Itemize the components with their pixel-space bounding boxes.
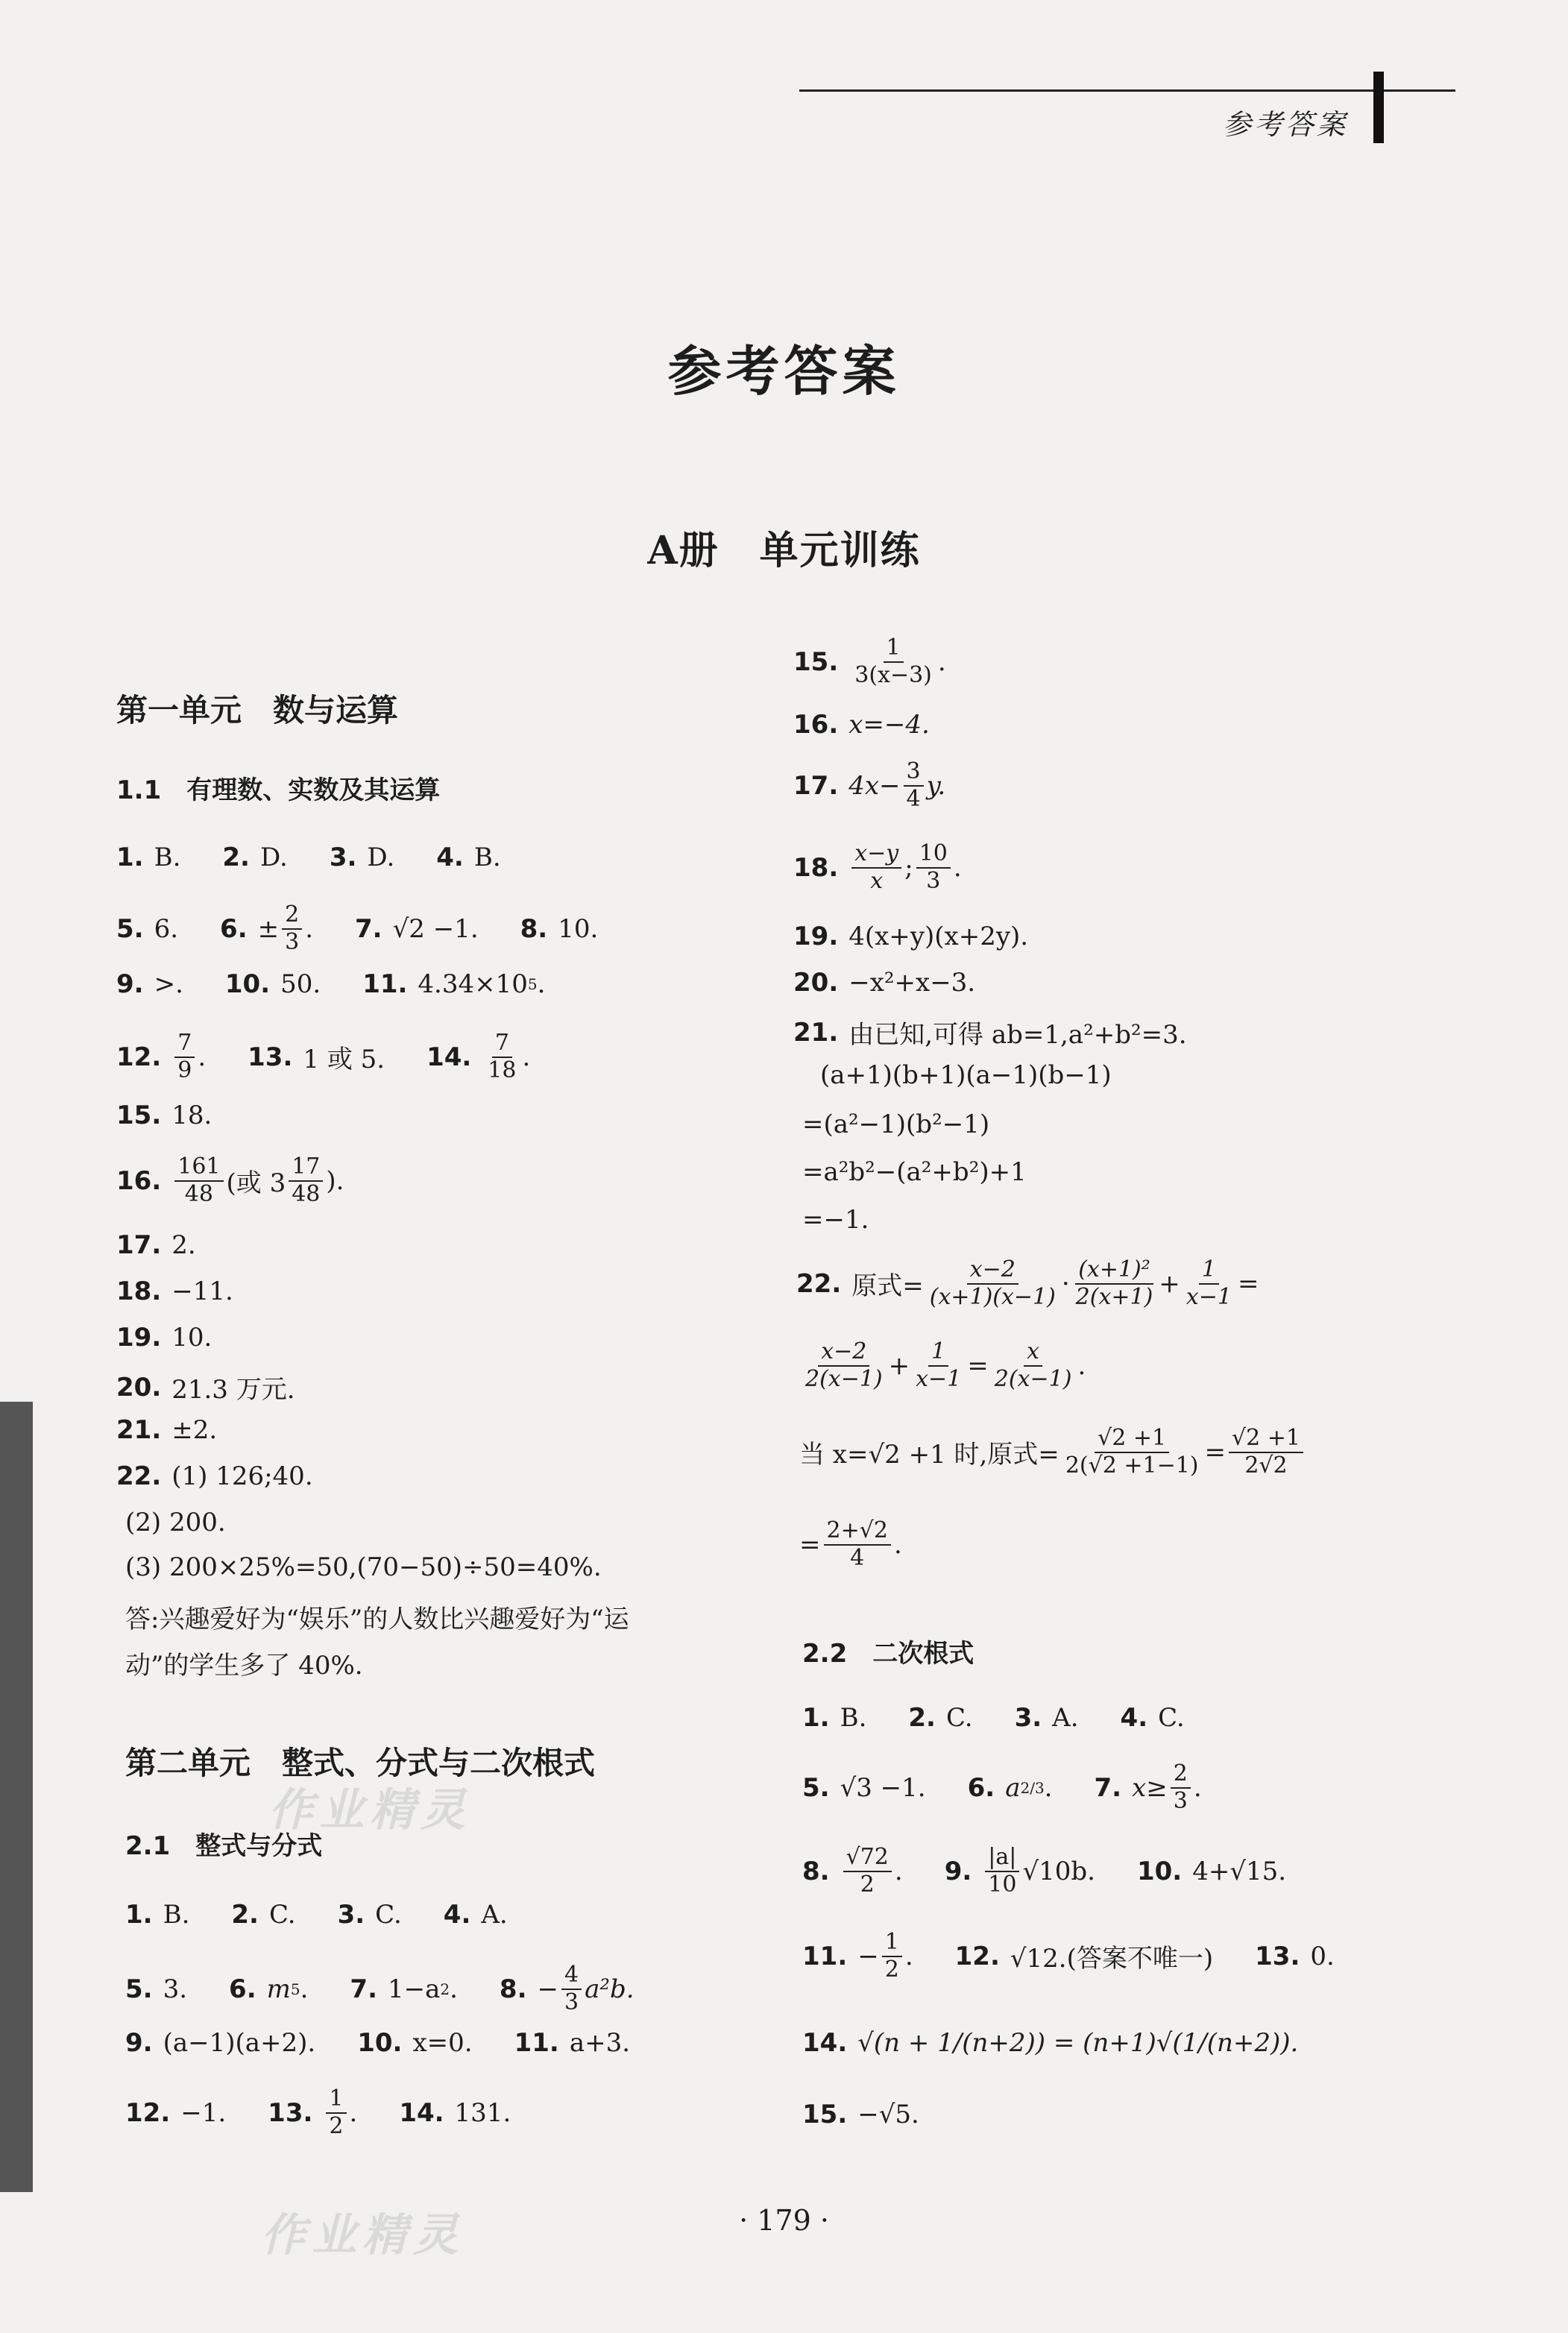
fraction: $\frac{2}{3}$ (282, 902, 302, 955)
fraction: $\frac{|a|}{10}$ (985, 1845, 1019, 1898)
part-title: A册 单元训练 (647, 528, 921, 573)
fraction: $\frac{7}{9}$ (174, 1030, 195, 1083)
answer-row: 5. 3. 6. m 5 . 7. 1−a 2 . 8. − $\frac{4}{3}$ a²b. (125, 1962, 635, 2015)
fraction: $\frac{10}{3}$ (916, 841, 951, 894)
answer-line: 动”的学生多了 40%. (125, 1651, 363, 1681)
answer-row: 17. 2. (116, 1230, 196, 1260)
answer-row: 1. B. 2. C. 3. C. 4. A. (125, 1900, 508, 1930)
watermark: 作业精灵 (268, 1784, 471, 1836)
answer-row: 22. 原式= $\frac{x-2}{(x+1)(x-1)}$ · $\frac{\text{(x+1)²}}{2(x+1)}$ + $\frac{1}{x-1}$ = (796, 1256, 1259, 1310)
answer-row: 14. √(n + 1/(n+2)) = (n+1)√(1/(n+2)). (802, 2028, 1299, 2058)
answer-row: 21. ±2. (116, 1415, 218, 1445)
answer-row: 12. $\frac{7}{9}$ . 13. 1 或 5. 14. $\frac{7}{18}$ . (116, 1030, 531, 1083)
answer-row: 15. $\frac{1}{3(x-3)}$ . (793, 635, 946, 688)
answer-row: 15. 18. (116, 1101, 212, 1130)
answer-row: 20. −x²+x−3. (793, 968, 976, 998)
answer-row: 16. $\frac{161}{48}$ (或 3 $\frac{17}{48}$ ). (116, 1153, 344, 1207)
fraction: $\frac{√72}{2}$ (843, 1845, 892, 1898)
answer-line: (3) 200×25%=50,(70−50)÷50=40%. (125, 1552, 602, 1582)
fraction: $\frac{3}{4}$ (904, 759, 924, 812)
unit1-title: 第一单元 数与运算 (116, 692, 399, 728)
answer-line: 答:兴趣爱好为“娱乐”的人数比兴趣爱好为“运 (125, 1605, 629, 1634)
section-1-1: 1.1 有理数、实数及其运算 (116, 775, 441, 805)
answer-row: 11. − $\frac{1}{2}$ . 12. √12.(答案不唯一) 13. 0. (802, 1929, 1335, 1983)
answer-line: (a+1)(b+1)(a−1)(b−1) (820, 1060, 1112, 1090)
binding-shadow (0, 1402, 33, 2192)
fraction: $\frac{2}{3}$ (1171, 1761, 1191, 1814)
answer-row: 16. x=−4. (793, 710, 930, 740)
answer-line: (2) 200. (125, 1508, 226, 1537)
answer-line: $\frac{x-2}{2(x-1)}$ + $\frac{1}{x-1}$ = $\frac{x}{2(x-1)}$ . (799, 1339, 1086, 1392)
fraction: $\frac{4}{3}$ (561, 1962, 582, 2015)
answer-row: 9. (a−1)(a+2). 10. x=0. 11. a+3. (125, 2028, 631, 2058)
fraction: $\frac{17}{48}$ (289, 1154, 323, 1207)
fraction: $\frac{\text{(x+1)²}}{2(x+1)}$ (1075, 1256, 1153, 1310)
unit2-title: 第二单元 整式、分式与二次根式 (125, 1745, 596, 1781)
fraction: $\frac{1}{2}$ (882, 1930, 902, 1983)
answer-row: 1. B. 2. C. 3. A. 4. C. (802, 1703, 1185, 1733)
fraction: $\frac{2+√2}{4}$ (824, 1518, 891, 1571)
answer-row: 22. (1) 126;40. (116, 1461, 313, 1491)
fraction: $\frac{1}{x-1}$ (916, 1338, 962, 1392)
header-rule (799, 89, 1455, 92)
fraction: $\frac{x-2}{2(x-1)}$ (805, 1338, 883, 1392)
answer-row: 19. 4(x+y)(x+2y). (793, 922, 1029, 951)
answer-row: 12. −1. 13. $\frac{1}{2}$ . 14. 131. (125, 2085, 511, 2139)
answer-row: 21. 由已知,可得 ab=1,a²+b²=3. (793, 1017, 1187, 1050)
answer-line: =−1. (802, 1205, 869, 1235)
answer-row: 9. >. 10. 50. 11. 4.34×10 5 . (116, 969, 546, 999)
answer-line: 当 x=√2 +1 时,原式= $\frac{√2 +1}{2(√2 +1-1)}$ = $\frac{√2 +1}{2√2}$ (799, 1426, 1306, 1479)
watermark: 作业精灵 (261, 2209, 464, 2261)
header-bar (1373, 72, 1384, 143)
answer-row: 20. 21.3 万元. (116, 1372, 295, 1405)
page-title: 参考答案 (667, 339, 901, 403)
section-2-1: 2.1 整式与分式 (125, 1831, 323, 1861)
answer-row: 8. $\frac{√72}{2}$ . 9. $\frac{|a|}{10}$ √10b. 10. 4+√15. (802, 1844, 1287, 1898)
fraction: $\frac{√2 +1}{2√2}$ (1229, 1426, 1303, 1479)
answer-line: =(a²−1)(b²−1) (802, 1109, 990, 1139)
answer-row: 19. 10. (116, 1323, 212, 1353)
answer-row: 5. 6. 6. ± $\frac{2}{3}$ . 7. √2 −1. 8. 10. (116, 901, 599, 955)
answer-row: 18. $\frac{x-y}{x}$ ; $\frac{10}{3}$ . (793, 840, 962, 894)
fraction: $\frac{√2 +1}{2(√2 +1-1)}$ (1065, 1425, 1199, 1479)
answer-row: 18. −11. (116, 1276, 233, 1306)
page-number: · 179 · (739, 2204, 829, 2237)
fraction: $\frac{x-2}{(x+1)(x-1)}$ (929, 1256, 1056, 1310)
answer-row: 15. −√5. (802, 2100, 919, 2129)
fraction: $\frac{x-y}{x}$ (851, 841, 901, 894)
fraction: $\frac{161}{48}$ (174, 1154, 223, 1207)
answer-row: 17. 4x− $\frac{3}{4}$ y. (793, 758, 946, 812)
answer-line: = $\frac{2+√2}{4}$ . (799, 1517, 902, 1571)
fraction: $\frac{x}{2(x-1)}$ (994, 1338, 1072, 1392)
answer-row: 5. √3 −1. 6. a 2/3 . 7. x≥ $\frac{2}{3}$ . (802, 1760, 1202, 1814)
answer-row: 1. B. 2. D. 3. D. 4. B. (116, 843, 501, 872)
fraction: $\frac{1}{3(x-3)}$ (854, 635, 932, 688)
fraction: $\frac{1}{x-1}$ (1186, 1256, 1232, 1310)
running-header: 参考答案 (1223, 108, 1349, 141)
fraction: $\frac{1}{2}$ (326, 2086, 346, 2139)
answer-line: =a²b²−(a²+b²)+1 (802, 1157, 1027, 1187)
fraction: $\frac{7}{18}$ (488, 1030, 517, 1083)
section-2-2: 2.2 二次根式 (802, 1639, 975, 1669)
